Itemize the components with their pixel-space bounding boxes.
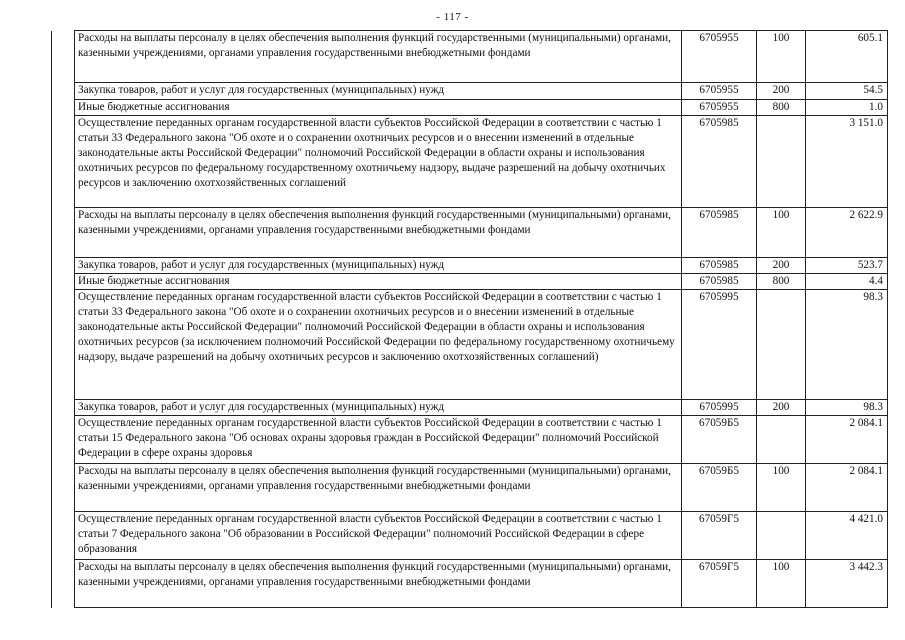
row-indent-cell bbox=[52, 464, 75, 512]
row-target-code: 6705955 bbox=[682, 31, 757, 83]
row-expense-type bbox=[757, 116, 806, 208]
table-row bbox=[52, 83, 888, 100]
row-target-code: 6705955 bbox=[682, 100, 757, 116]
row-description: Иные бюджетные ассигнования bbox=[75, 274, 682, 290]
row-indent-cell bbox=[52, 560, 75, 608]
row-indent-cell bbox=[52, 208, 75, 258]
row-amount: 4 421.0 bbox=[806, 512, 888, 560]
row-description: Осуществление переданных органам государственной власти субъектов Российской Федерации в соответствии с частью 1 статьи 7 Федерального закона "Об образовании в Российской Федерации" полномочий Российской Федерации в сфере образования bbox=[75, 512, 682, 560]
budget-table bbox=[51, 30, 888, 608]
row-target-code: 67059Г5 bbox=[682, 560, 757, 608]
row-target-code: 6705985 bbox=[682, 116, 757, 208]
table-row bbox=[52, 290, 888, 400]
row-indent-cell bbox=[52, 100, 75, 116]
row-description: Осуществление переданных органам государственной власти субъектов Российской Федерации в соответствии с частью 1 статьи 33 Федерального закона "Об охоте и о сохранении охотничьих ресурсов и о внесении изменений в отдельные законодательные акты Российской Федерации" полномочий Российской Федерации в области охраны и использования охотничьих ресурсов (за исключением полномочий Российской Федерации по федеральному государственному охотничьему надзору, выдаче разрешений на добычу охотничьих ресурсов и заключению охотхозяйственных соглашений) bbox=[75, 290, 682, 400]
row-indent-cell bbox=[52, 416, 75, 464]
row-expense-type: 100 bbox=[757, 560, 806, 608]
row-expense-type bbox=[757, 416, 806, 464]
row-expense-type: 200 bbox=[757, 258, 806, 274]
row-expense-type: 100 bbox=[757, 31, 806, 83]
row-indent-cell bbox=[52, 400, 75, 416]
page-number: - 117 - bbox=[436, 11, 469, 23]
row-description: Осуществление переданных органам государственной власти субъектов Российской Федерации в соответствии с частью 1 статьи 33 Федерального закона "Об охоте и о сохранении охотничьих ресурсов и о внесении изменений в отдельные законодательные акты Российской Федерации" полномочий Российской Федерации в области охраны и использования охотничьих ресурсов по федеральному государственному охотничьему надзору, выдаче разрешений на добычу охотничьих ресурсов и заключению охотхозяйственных соглашений bbox=[75, 116, 682, 208]
row-target-code: 6705995 bbox=[682, 400, 757, 416]
row-amount: 2 622.9 bbox=[806, 208, 888, 258]
row-expense-type: 200 bbox=[757, 83, 806, 100]
row-expense-type: 100 bbox=[757, 464, 806, 512]
row-description: Расходы на выплаты персоналу в целях обеспечения выполнения функций государственными (муниципальными) органами, казенными учреждениями, органами управления государственными внебюджетными фондами bbox=[75, 31, 682, 83]
row-target-code: 67059Г5 bbox=[682, 512, 757, 560]
row-amount: 2 084.1 bbox=[806, 416, 888, 464]
table-row bbox=[52, 100, 888, 116]
table-row bbox=[52, 560, 888, 608]
row-target-code: 6705985 bbox=[682, 208, 757, 258]
row-expense-type bbox=[757, 512, 806, 560]
row-amount: 54.5 bbox=[806, 83, 888, 100]
row-expense-type: 100 bbox=[757, 208, 806, 258]
row-description: Расходы на выплаты персоналу в целях обеспечения выполнения функций государственными (муниципальными) органами, казенными учреждениями, органами управления государственными внебюджетными фондами bbox=[75, 208, 682, 258]
table-row bbox=[52, 512, 888, 560]
table-row bbox=[52, 31, 888, 83]
row-description: Закупка товаров, работ и услуг для государственных (муниципальных) нужд bbox=[75, 83, 682, 100]
table-row bbox=[52, 416, 888, 464]
row-amount: 2 084.1 bbox=[806, 464, 888, 512]
row-amount: 523.7 bbox=[806, 258, 888, 274]
row-amount: 605.1 bbox=[806, 31, 888, 83]
table-row bbox=[52, 400, 888, 416]
row-indent-cell bbox=[52, 258, 75, 274]
table-row bbox=[52, 208, 888, 258]
row-target-code: 67059Б5 bbox=[682, 416, 757, 464]
row-description: Расходы на выплаты персоналу в целях обеспечения выполнения функций государственными (муниципальными) органами, казенными учреждениями, органами управления государственными внебюджетными фондами bbox=[75, 464, 682, 512]
row-amount: 4.4 bbox=[806, 274, 888, 290]
row-target-code: 6705955 bbox=[682, 83, 757, 100]
row-target-code: 6705985 bbox=[682, 274, 757, 290]
row-indent-cell bbox=[52, 512, 75, 560]
row-amount: 98.3 bbox=[806, 400, 888, 416]
row-amount: 3 442.3 bbox=[806, 560, 888, 608]
row-description: Закупка товаров, работ и услуг для государственных (муниципальных) нужд bbox=[75, 400, 682, 416]
table-row bbox=[52, 274, 888, 290]
row-expense-type: 800 bbox=[757, 274, 806, 290]
row-amount: 3 151.0 bbox=[806, 116, 888, 208]
row-description: Осуществление переданных органам государственной власти субъектов Российской Федерации в соответствии с частью 1 статьи 15 Федерального закона "Об основах охраны здоровья граждан в Российской Федерации" полномочий Российской Федерации в сфере охраны здоровья bbox=[75, 416, 682, 464]
row-indent-cell bbox=[52, 31, 75, 83]
row-indent-cell bbox=[52, 290, 75, 400]
table-row bbox=[52, 258, 888, 274]
row-amount: 98.3 bbox=[806, 290, 888, 400]
row-description: Расходы на выплаты персоналу в целях обеспечения выполнения функций государственными (муниципальными) органами, казенными учреждениями, органами управления государственными внебюджетными фондами bbox=[75, 560, 682, 608]
row-description: Закупка товаров, работ и услуг для государственных (муниципальных) нужд bbox=[75, 258, 682, 274]
row-indent-cell bbox=[52, 116, 75, 208]
row-target-code: 6705995 bbox=[682, 290, 757, 400]
row-target-code: 6705985 bbox=[682, 258, 757, 274]
table-row bbox=[52, 116, 888, 208]
row-indent-cell bbox=[52, 274, 75, 290]
row-description: Иные бюджетные ассигнования bbox=[75, 100, 682, 116]
table-row bbox=[52, 464, 888, 512]
row-expense-type: 800 bbox=[757, 100, 806, 116]
row-indent-cell bbox=[52, 83, 75, 100]
row-expense-type bbox=[757, 290, 806, 400]
row-amount: 1.0 bbox=[806, 100, 888, 116]
row-target-code: 67059Б5 bbox=[682, 464, 757, 512]
row-expense-type: 200 bbox=[757, 400, 806, 416]
